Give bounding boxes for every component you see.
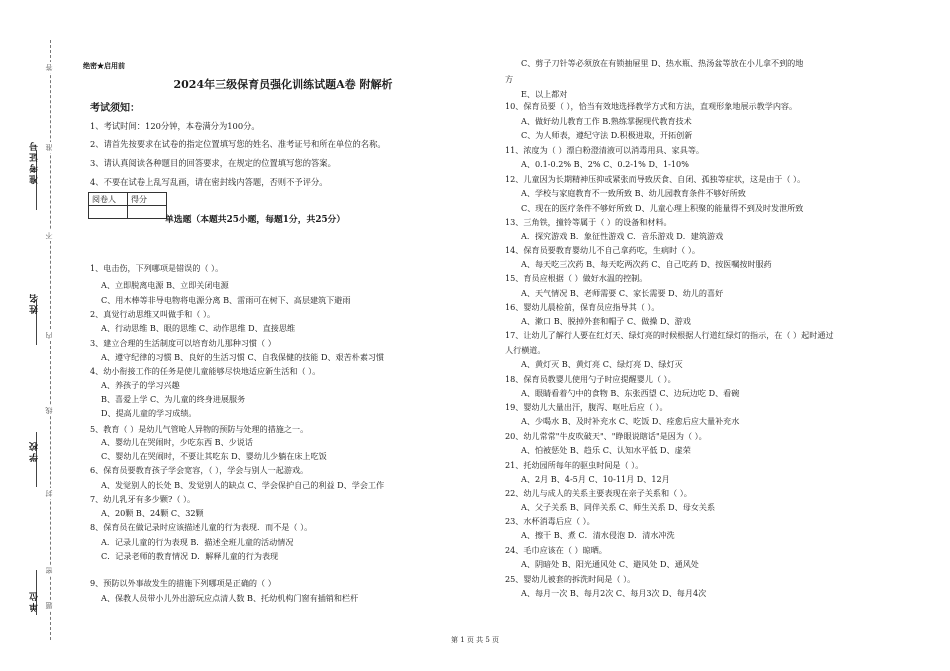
grader-cell: 阅卷人 (89, 193, 128, 206)
answer-option: A、婴幼儿在哭闹时，少吃东西 B、少说话 (101, 437, 253, 447)
question-text: 18、保育员教婴儿使用勺子时应提醒婴儿（ ）。 (505, 374, 676, 384)
page-title: 2024年三级保育员强化训练试题A卷 附解析 (173, 78, 393, 91)
answer-option: A、怕被惩处 B、趋乐 C、认知水平低 D、虚荣 (521, 445, 691, 455)
question-text: 15、育员应根据（ ）做好水温的控制。 (505, 273, 648, 283)
score-cell: 得分 (128, 193, 167, 206)
answer-option: A、学校与家庭教育不一致所致 B、幼儿园教育条件不够好所致 (521, 188, 746, 198)
question-text: 8、保育员在做记录时应该描述儿童的行为表现．而不是（ ）。 (90, 522, 313, 532)
question-text: 23、水杯消毒后应（ ）。 (505, 516, 595, 526)
notice-heading: 考试须知： (90, 103, 140, 114)
answer-option: A．记录儿童的行为表现 B．描述全班儿童的活动情况 (101, 537, 294, 547)
question-text: 17、让幼儿了解行人要在红灯天、绿灯亮的时候根据人行道红绿灯的指示，在（ ）起时通过 (505, 330, 834, 340)
question-text: 方 (505, 74, 514, 84)
answer-option: A、眼睛看着勺中的食物 B、东张西望 C、边玩边吃 D、看碗 (521, 388, 740, 398)
question-text: 16、婴幼儿晨检前，保育员应指导其（ ）。 (505, 302, 660, 312)
seal-char: 题 (45, 602, 53, 609)
notice-line: 1、考试时间：120分钟，本卷满分为100分。 (90, 121, 260, 131)
answer-option: A、漱口 B、脱掉外套和帽子 C、做操 D、游戏 (521, 316, 691, 326)
question-text: 21、托幼园所每年的驱虫时间是（ ）。 (505, 460, 644, 470)
seal-char: 答 (45, 64, 53, 71)
answer-option: D、提高儿童的学习成绩。 (101, 408, 197, 418)
question-text: 24、毛巾应该在（ ）晾晒。 (505, 545, 607, 555)
answer-option: A、保教人员带小儿外出游玩应点清人数 B、托幼机构门窗有插销和栏杆 (101, 593, 359, 603)
notice-line: 3、请认真阅读各种题目的回答要求，在规定的位置填写您的答案。 (90, 158, 336, 168)
unit-label: 单位 (30, 590, 40, 612)
answer-option: A、父子关系 B、同伴关系 C、师生关系 D、母女关系 (521, 502, 716, 512)
answer-option: A、0.1-0.2% B、2% C、0.2-1% D、1-10% (521, 159, 689, 169)
page-footer: 第 1 页 共 5 页 (450, 636, 500, 644)
seal-char: 内 (45, 332, 53, 339)
confidential-mark: 绝密★启用前 (83, 61, 125, 70)
score-input-cell[interactable] (128, 206, 167, 219)
school-label: 学校 (30, 440, 40, 462)
section-heading: 单选题（本题共25小题，每题1分，共25分） (165, 215, 346, 225)
question-text: 2、真觉行动思维又叫做手和（ ）。 (90, 309, 216, 319)
question-text: 25、婴幼儿被套的拆洗时间是（ ）。 (505, 574, 636, 584)
name-label: 姓名 (30, 292, 40, 314)
answer-option: A、擦干 B、煮 C．清水侵泡 D．清水冲洗 (521, 530, 675, 540)
answer-option: A、遵守纪律的习惯 B、良好的生活习惯 C、自我保健的技能 D、艰苦朴素习惯 (101, 352, 385, 362)
seal-char: 封 (45, 490, 53, 497)
notice-line: 2、请首先按要求在试卷的指定位置填写您的姓名、准考证号和所在单位的名称。 (90, 139, 386, 149)
binding-margin (0, 0, 70, 671)
seal-char: 不 (45, 232, 53, 239)
seal-char: 线 (45, 407, 53, 414)
admission-number-label: 准考证号 (30, 140, 40, 184)
question-text: 6、保育员要教育孩子学会宽容，（ ），学会与别人一起游戏。 (90, 465, 309, 475)
seal-char: 密 (45, 567, 53, 574)
question-text: 3、建立合理的生活制度可以培育幼儿那种习惯（ ） (90, 338, 276, 348)
question-text: 10、保育员要（ ），恰当有效地选择教学方式和方法，直观形象地展示教学内容。 (505, 101, 798, 111)
answer-option: A、黄灯灭 B、黄灯亮 C、绿灯亮 D、绿灯灭 (521, 359, 683, 369)
question-text: 人行横道。 (505, 345, 546, 355)
answer-option: A、2月 B、4-5月 C、10-11月 D、12月 (521, 474, 670, 484)
question-text: 20、幼儿常常"牛皮吹破天"、"睁眼说瞎话"是因为（ ）。 (505, 431, 707, 441)
answer-option: A、阴暗处 B、阳光通风处 C、避风处 D、通风处 (521, 559, 699, 569)
question-text: 13、三角铁，撞铃等属于（ ）的设备和材料。 (505, 217, 672, 227)
answer-option: C、婴幼儿在哭闹时，不要让其吃东 D、婴幼儿少躺在床上吃饭 (101, 451, 327, 461)
answer-option: C．记录老师的教育情况 D．解释儿童的行为表现 (101, 551, 279, 561)
answer-option: C、现在的医疗条件不够好所致 D、儿童心理上积聚的能量得不到及时发泄所致 (521, 203, 804, 213)
answer-option: C、用木棒等非导电物将电源分离 B、雷雨可在树下、高层建筑下避雨 (101, 295, 351, 305)
question-text: 22、幼儿与成人的关系主要表现在亲子关系和（ ）。 (505, 488, 692, 498)
answer-option: A、20颗 B、24颗 C、32颗 (101, 508, 204, 518)
answer-option: B、喜爱上学 C、为儿童的终身进展服务 (101, 394, 246, 404)
question-text: 11、浓度为（ ）漂白粉澄清液可以消毒用具、家具等。 (505, 145, 705, 155)
question-text: 19、婴幼儿大量出汗，腹泻、呕吐后应（ ）。 (505, 402, 668, 412)
answer-option: A、立即脱离电源 B、立即关闭电源 (101, 280, 229, 290)
question-text: 12、儿童因为长期精神压抑或紧张而导致厌食、自闭、孤独等症状，这是由于（ ）。 (505, 174, 806, 184)
answer-option: A、行动思维 B、眼的思维 C、动作思维 D、直接思维 (101, 323, 296, 333)
answer-option: E、以上都对 (521, 89, 568, 99)
answer-option: A．探究游戏 B．象征性游戏 C．音乐游戏 D．建筑游戏 (521, 231, 724, 241)
notice-line: 4、不要在试卷上乱写乱画，请在密封线内答题，否则不予评分。 (90, 177, 328, 187)
answer-option: A、每月一次 B、每月2次 C、每月3次 D、每月4次 (521, 588, 707, 598)
answer-option: A、做好幼儿教育工作 B.熟练掌握现代教育技术 (521, 116, 692, 126)
question-text: 5、教育（ ）是幼儿气管呛人异物的预防与处理的措施之一。 (90, 424, 309, 434)
seal-char: 准 (45, 144, 53, 151)
grader-input-cell[interactable] (89, 206, 128, 219)
question-text: 1、电击伤，下列哪项是错误的（ ）。 (90, 263, 224, 273)
answer-option: A、养孩子的学习兴趣 (101, 380, 180, 390)
question-text: 9、预防以外事故发生的措施下列哪项是正确的（ ） (90, 578, 276, 588)
answer-option: A、发觉别人的长处 B、发觉别人的缺点 C、学会保护自己的利益 D、学会工作 (101, 480, 385, 490)
answer-option: C、为人师表，遵纪守法 D.积极进取，开拓创新 (521, 130, 693, 140)
question-text: 4、幼小衔接工作的任务是使儿童能够尽快地适应新生活和（ ）。 (90, 366, 321, 376)
answer-option: A、每天吃三次药 B、每天吃两次药 C、自己吃药 D、按医嘱按时服药 (521, 259, 772, 269)
answer-option: A、少喝水 B、及时补充水 C、吃饭 D、痊愈后应大量补充水 (521, 416, 740, 426)
question-text: 14、保育员要教育婴幼儿不自己拿药吃，生病时（ ）。 (505, 245, 700, 255)
answer-option: A、天气情况 B、老师需要 C、家长需要 D、幼儿的喜好 (521, 288, 724, 298)
score-box (88, 192, 167, 219)
question-text: 7、幼儿乳牙有多少颗?（ ）。 (90, 494, 196, 504)
answer-option: C、剪子刀针等必须放在有锁抽屉里 D、热水瓶、热汤盆等放在小儿拿不到的地 (521, 58, 804, 68)
